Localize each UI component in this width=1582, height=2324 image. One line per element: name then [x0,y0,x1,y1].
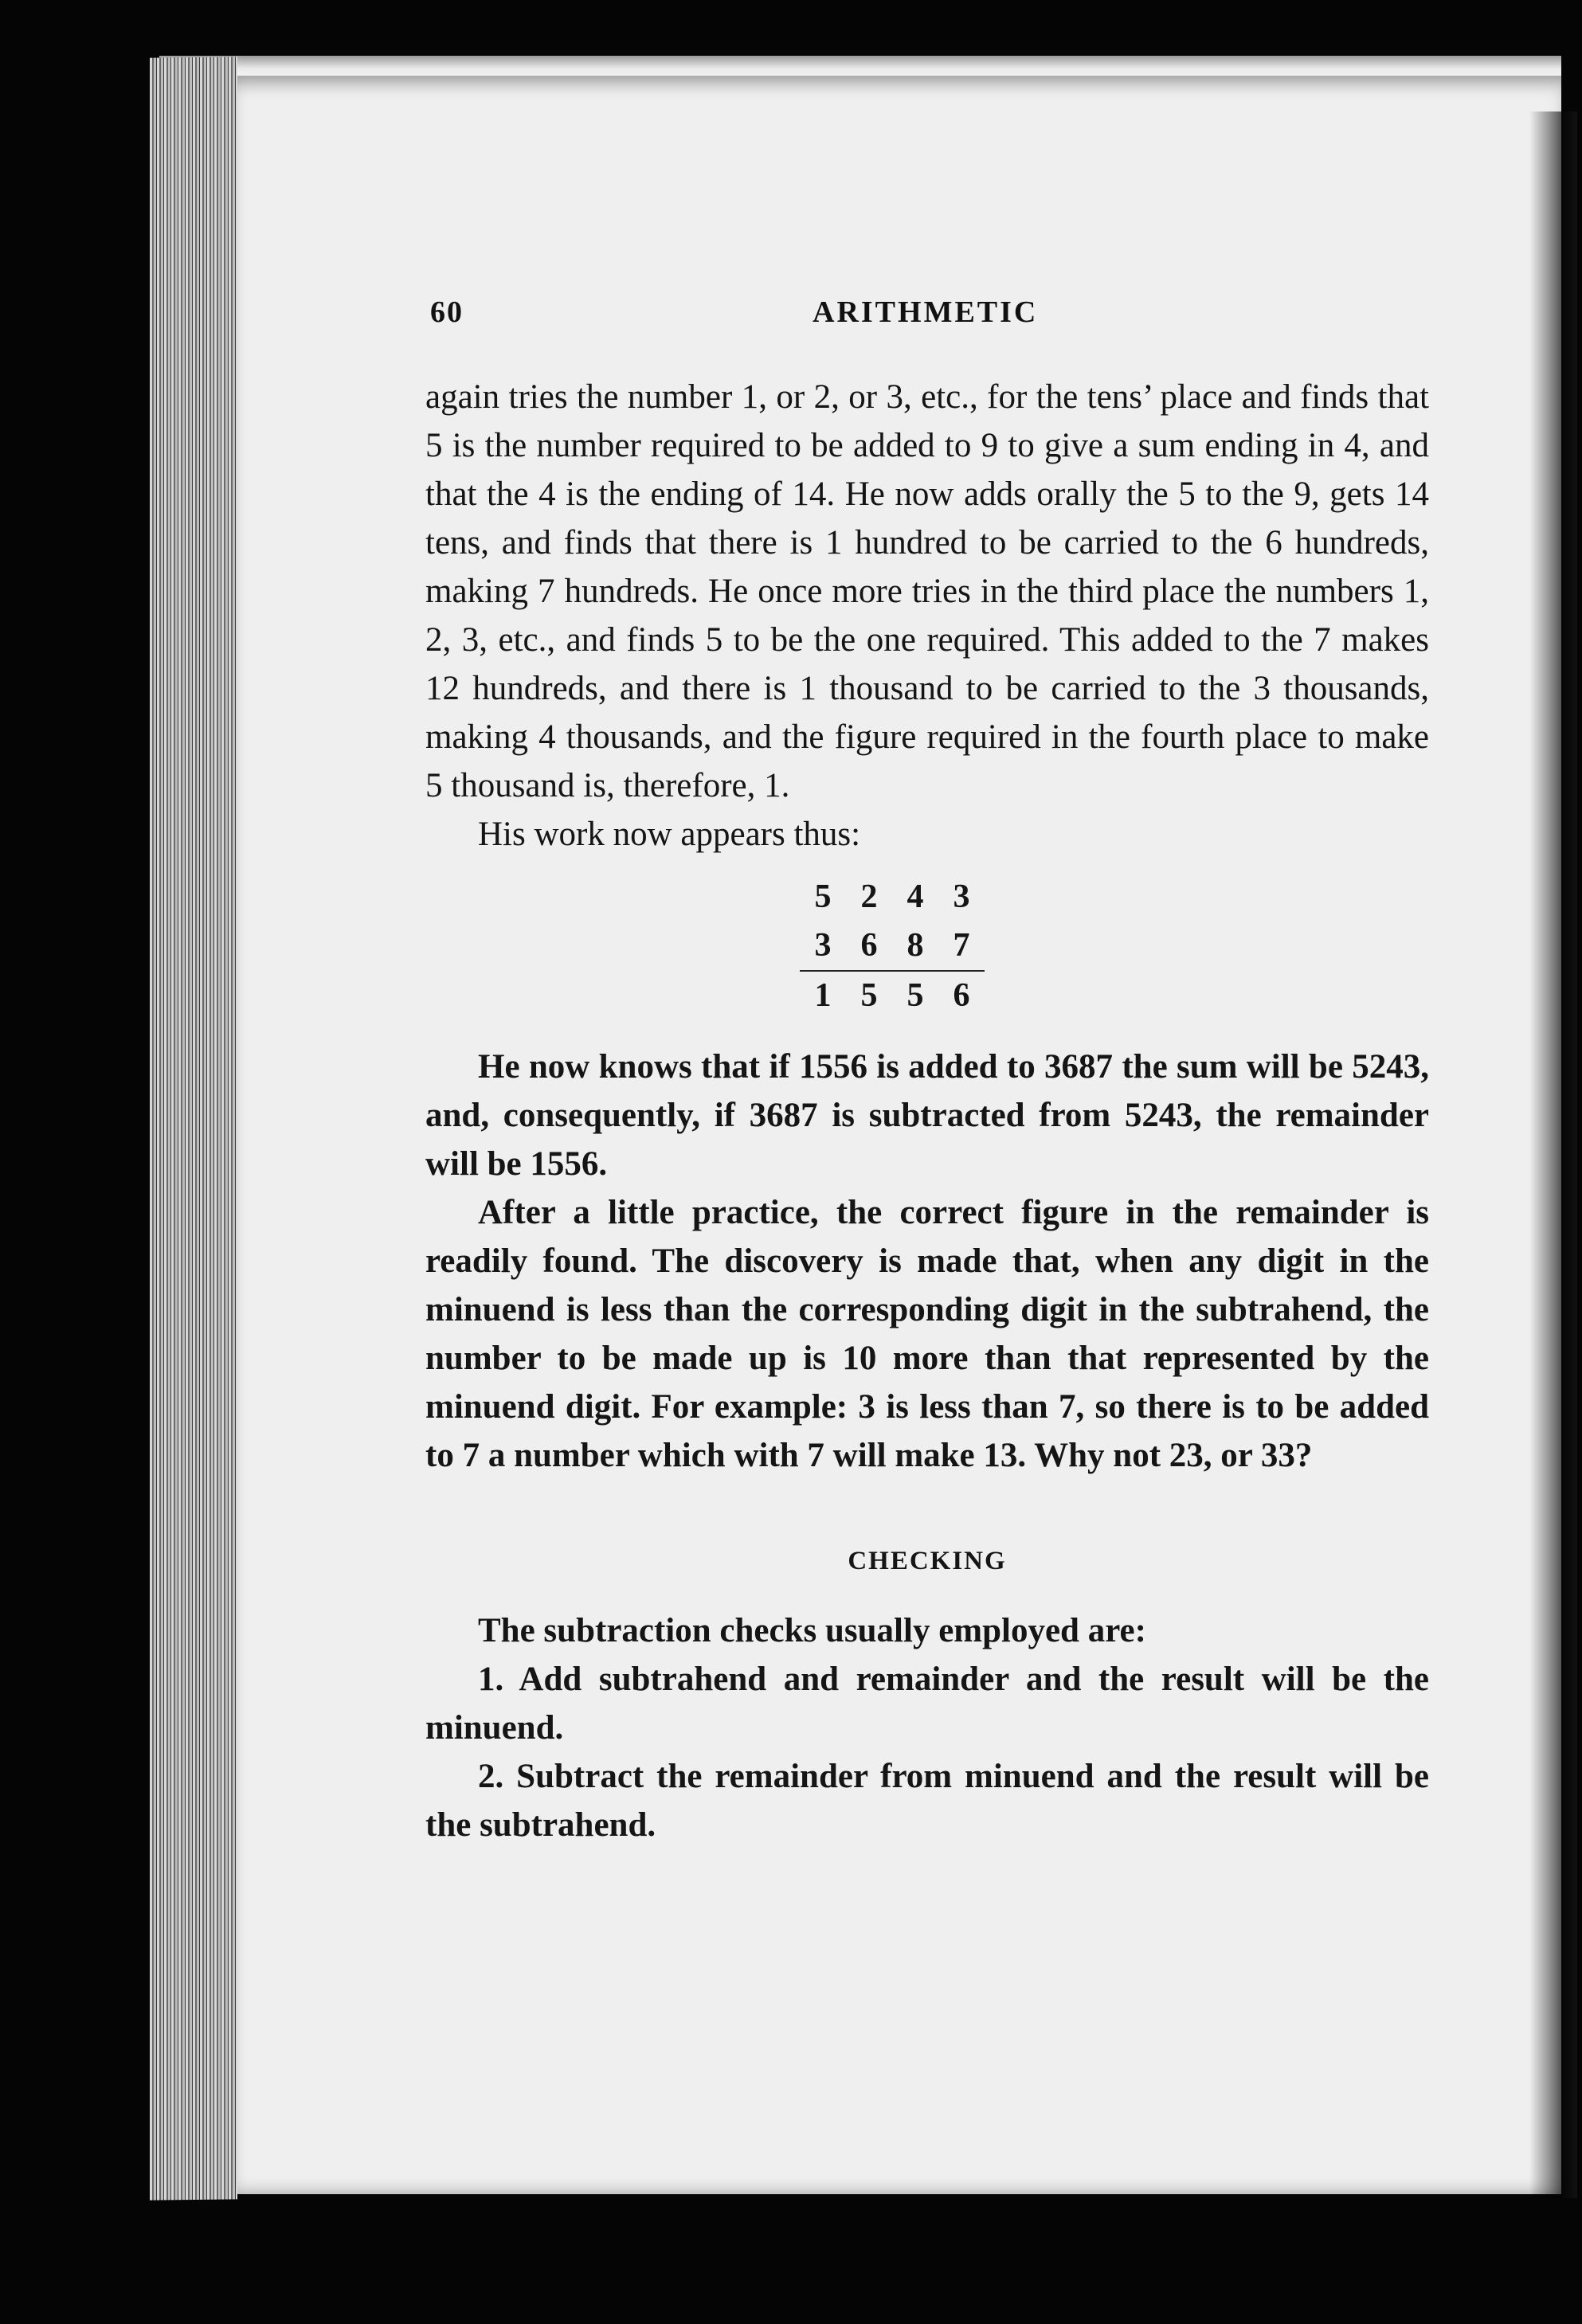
digit: 3 [953,878,970,915]
digit: 3 [814,927,832,964]
paragraph-work-intro: His work now appears thus: [478,816,861,853]
subtrahend-row [800,921,985,971]
page-header [430,295,1434,342]
digit: 5 [892,971,938,1020]
paragraph-continued: again tries the number 1, or 2, or 3, etc., for the tens’ place and finds that 5 is the number required to be added to 9 to give a sum ending in 4, and that the 4 is the ending of 14. He now adds orally the 5 to the 9, gets 14 tens, and finds that there is 1 hundred to be carried to the 6 hundreds, making 7 hundreds. He once more tries in the third place the numbers 1, 2, 3, etc., and finds 5 to be the one required. This added to the 7 makes 12 hundreds, and there is 1 thousand to be carried to the 3 thousands, making 4 thousands, and the figure required in the fourth place to make 5 thousand is, therefore, 1. [425,378,1429,804]
paragraph-practice: After a little practice, the correct figure in the remainder is readily found. The discovery is made that, when any digit in the minuend is less than the corresponding digit in the subtrahend, the number to be made up is 10 more than that represented by the minuend digit. For example: 3 is less than 7, so there is to be added to 7 a number which with 7 will make 13. Why not 23, or 33? [425,1194,1429,1474]
paragraph-check-1: 1. Add subtrahend and remainder and the result will be the minuend. [425,1661,1429,1747]
paragraph-checks-intro: The subtraction checks usually employed are: [478,1612,1146,1649]
page-number: 60 [430,295,464,329]
digit: 8 [907,927,924,964]
digit: 2 [860,878,878,915]
digit: 1 [800,971,846,1020]
digit: 5 [814,878,832,915]
paragraph-check-2: 2. Subtract the remainder from minuend and the result will be the subtrahend. [425,1758,1429,1844]
digit: 4 [907,878,924,915]
digit: 6 [860,927,878,964]
remainder-row [800,971,985,1020]
digit: 6 [938,971,985,1020]
body-text [425,373,1429,1849]
running-title: ARITHMETIC [813,295,1039,329]
gutter-shadow [1529,112,1577,2198]
paragraph-conclusion: He now knows that if 1556 is added to 3687 the sum will be 5243, and, consequently, if 3687 is subtracted from 5243, the remainder will be 1556. [425,1048,1429,1183]
page-edges-top [159,56,1561,76]
section-heading: CHECKING [848,1547,1007,1575]
subtraction-work [800,873,985,1020]
minuend-row [800,873,985,921]
book-page-edges [150,57,237,2200]
digit: 5 [846,971,892,1020]
digit: 7 [953,927,970,964]
